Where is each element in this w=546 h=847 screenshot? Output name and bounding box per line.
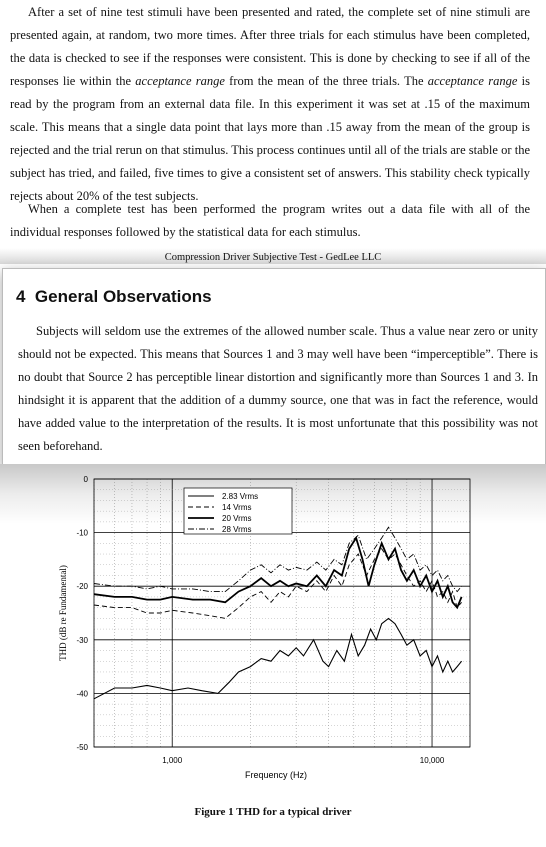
- y-tick-label: -50: [76, 743, 88, 752]
- legend-label: 2.83 Vrms: [222, 492, 259, 501]
- x-tick-label: 1,000: [162, 756, 183, 765]
- chart-legend: [184, 488, 292, 534]
- y-tick-labels: [76, 475, 88, 752]
- x-tick-label: 10,000: [419, 756, 445, 765]
- y-tick-label: -40: [76, 689, 88, 699]
- legend-label: 28 Vrms: [222, 525, 252, 534]
- y-tick-label: -10: [76, 528, 88, 538]
- section-number: 4: [16, 287, 26, 306]
- chart-series: [94, 527, 462, 699]
- y-tick-label: 0: [83, 475, 88, 484]
- series-line-1: [94, 618, 462, 698]
- x-tick-labels: [162, 756, 445, 765]
- paragraph-data-file: When a complete test has been performed the program writes out a data file with all of the individual responses followed by the statistical data for each stimulus.: [10, 202, 530, 239]
- legend-label: 14 Vrms: [222, 503, 252, 512]
- y-axis-label: THD (dB re Fundamental): [58, 565, 68, 661]
- y-tick-label: -30: [76, 635, 88, 645]
- p1-text-a: After a set of nine test stimuli have been presented and rated, the complete set of nine stimuli are presented again, at random, two more times. After three trials for each stimulus have been completed, the data is checked to see if the responses were consistent. This is done by checking to see if all of the responses lie within the: [10, 5, 530, 88]
- section-title: General Observations: [34, 287, 212, 306]
- legend-label: 20 Vrms: [222, 514, 252, 523]
- figure-caption: Figure 1 THD for a typical driver: [194, 806, 352, 818]
- p1-emphasis-1: acceptance range: [135, 74, 225, 88]
- p1-text-b: from the mean of the three trials. The: [224, 74, 428, 88]
- x-axis-label: Frequency (Hz): [244, 770, 308, 780]
- p1-emphasis-2: acceptance range: [427, 74, 518, 88]
- series-line-3: [94, 538, 462, 608]
- p1-text-c: is read by the program from an external data file. In this experiment it was set at .15 of the maximum scale. This means that a single data point that lays more than .15 away from the mean of the group is rejected and the trial rerun on that stimulus. This process continues until all of the trials are stable or the subject has tried, and failed, five times to give a consistent set of answers. This stability check typically rejects about 20% of the test subjects.: [10, 74, 530, 203]
- y-tick-label: -20: [76, 582, 88, 592]
- running-header: Compression Driver Subjective Test - GedLee LLC: [164, 252, 382, 263]
- paragraph-observations: Subjects will seldom use the extremes of the allowed number scale. Thus a value near zero or unity should not be expected. This means that Sources 1 and 3 may well have been “imperceptible”. There is no doubt that Source 2 has perceptible linear distortion and significantly more than Sources 1 and 3. In hindsight it is apparent that the addition of a dummy source, one that was in fact the reference, would have added value to the interpretation of the results. It is most unfortunate that this possibility was not seen beforehand.: [18, 324, 538, 453]
